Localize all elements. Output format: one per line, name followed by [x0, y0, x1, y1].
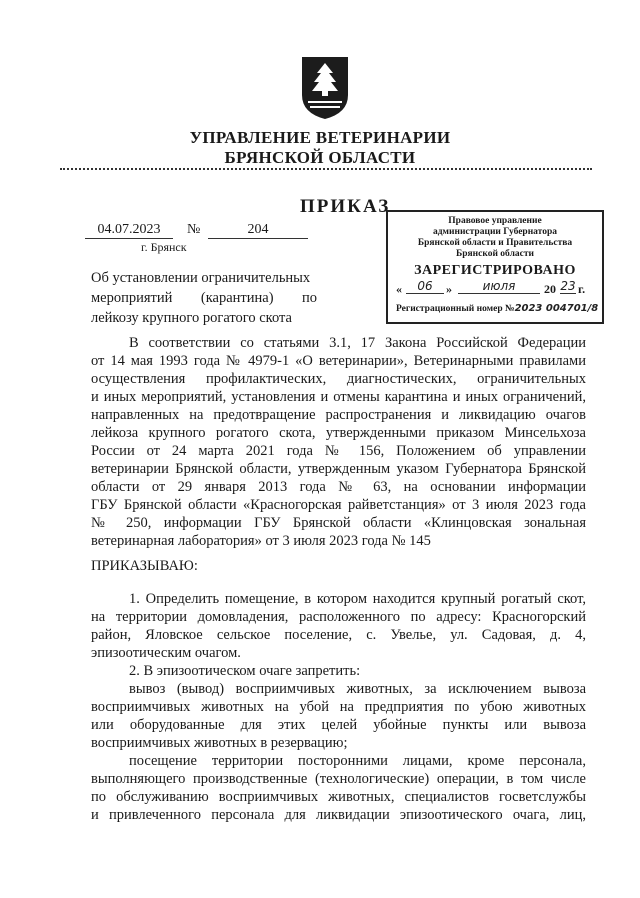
text-line: на территории домовладения, расположенного по адресу: Красногорский	[91, 609, 586, 625]
org-name-line2: БРЯНСКОЙ ОБЛАСТИ	[224, 148, 416, 167]
text-line: район, Яловское сельское поселение, с. Увелье, ул. Садовая, д. 4,	[91, 627, 586, 643]
stamp-reg-label: Регистрационный номер №	[396, 304, 515, 314]
text-line: вывоз (вывод) восприимчивых животных, за исключением вывоза	[129, 681, 586, 697]
text-line: от 14 мая 1993 года № 4979-1 «О ветеринарии», Ветеринарными правилами	[91, 353, 586, 369]
text-line: по обслуживанию восприимчивых животных, специалистов госветслужбы	[91, 789, 586, 805]
text-line: и привлеченного персонала для ликвидации эпизоотического очага, лиц,	[91, 807, 586, 823]
subject-line: Об установлении ограничительных	[91, 270, 311, 286]
stamp-year-prefix: 20	[544, 282, 556, 296]
stamp-date-row	[388, 279, 602, 299]
text-line: и иных мероприятий, установления и отмены карантина и иных ограничений,	[91, 389, 586, 405]
order-number: 204	[208, 222, 308, 239]
stamp-reg-row	[388, 303, 602, 314]
org-name-line1: УПРАВЛЕНИЕ ВЕТЕРИНАРИИ	[189, 128, 451, 147]
item-2b-paragraph	[91, 752, 586, 824]
stamp-line: администрации Губернатора	[432, 227, 557, 237]
text-line: области от 29 января 2013 года № 63, на основании информации	[91, 479, 586, 495]
text-line: выполняющего производственные (технологические) операции, в том числе	[91, 771, 586, 787]
text-line: В соответствии со статьями 3.1, 17 Закона Российской Федерации	[129, 335, 586, 351]
text-line: восприимчивых животных на убой на предприятия по убою животных	[91, 699, 586, 715]
item-2-heading	[91, 662, 586, 680]
stamp-quote-open: «	[396, 282, 402, 296]
text-line: осуществления профилактических, диагностических, ограничительных	[91, 371, 586, 387]
coat-of-arms-emblem	[300, 55, 350, 121]
stamp-line: Брянской области и Правительства	[417, 238, 573, 248]
text-line: ветеринарная лаборатория» от 3 июля 2023 года № 145	[91, 533, 431, 549]
registration-stamp	[386, 210, 604, 324]
item-2a-paragraph	[91, 680, 586, 752]
stamp-quote-close: »	[446, 282, 452, 296]
stamp-day: 06	[406, 279, 444, 294]
text-line: России от 24 марта 2021 года № 156, Положением об управлении	[91, 443, 586, 459]
order-number-sign: №	[187, 222, 201, 237]
stamp-line: Брянской области	[455, 249, 535, 259]
header-divider	[60, 168, 592, 170]
text-line: № 250, информации ГБУ Брянской области «Клинцовская зональная	[91, 515, 586, 531]
text-line: лейкоза крупного рогатого скота, утвержденными приказом Минсельхоза	[91, 425, 586, 441]
stamp-reg-number: 2023 004701/8	[514, 303, 599, 314]
text-line: посещение территории посторонними лицами, кроме персонала,	[129, 753, 586, 769]
text-line: ГБУ Брянской области «Красногорская райветстанция» от 3 июля 2023 года	[91, 497, 586, 513]
order-city: г. Брянск	[141, 240, 187, 254]
stamp-month: июля	[458, 279, 540, 294]
preamble-paragraph	[91, 334, 586, 550]
text-line: направленных на предотвращение распространения и ликвидацию очагов	[91, 407, 586, 423]
text-line: восприимчивых животных в резервацию;	[91, 735, 348, 751]
order-word: ПРИКАЗЫВАЮ:	[91, 558, 198, 574]
order-subject	[91, 268, 317, 328]
text-line: эпизоотическим очагом.	[91, 645, 241, 661]
subject-line: мероприятий (карантина) по	[91, 290, 317, 306]
subject-line: лейкозу крупного рогатого скота	[91, 310, 292, 326]
text-line: 1. Определить помещение, в котором находится крупный рогатый скот,	[129, 591, 586, 607]
stamp-year-g: г.	[578, 282, 586, 296]
item-1-paragraph	[91, 590, 586, 662]
text-line: или оборудованные для этих целей убойные пункты или вывоза	[91, 717, 586, 733]
stamp-registered: ЗАРЕГИСТРИРОВАНО	[414, 263, 576, 278]
document-title: ПРИКАЗ	[300, 196, 391, 217]
stamp-year-suffix: 23	[560, 279, 576, 293]
stamp-line: Правовое управление	[448, 216, 542, 226]
order-date: 04.07.2023	[85, 222, 173, 239]
text-line: 2. В эпизоотическом очаге запретить:	[129, 663, 361, 679]
text-line: ветеринарии Брянской области, утвержденным указом Губернатора Брянской	[91, 461, 586, 477]
